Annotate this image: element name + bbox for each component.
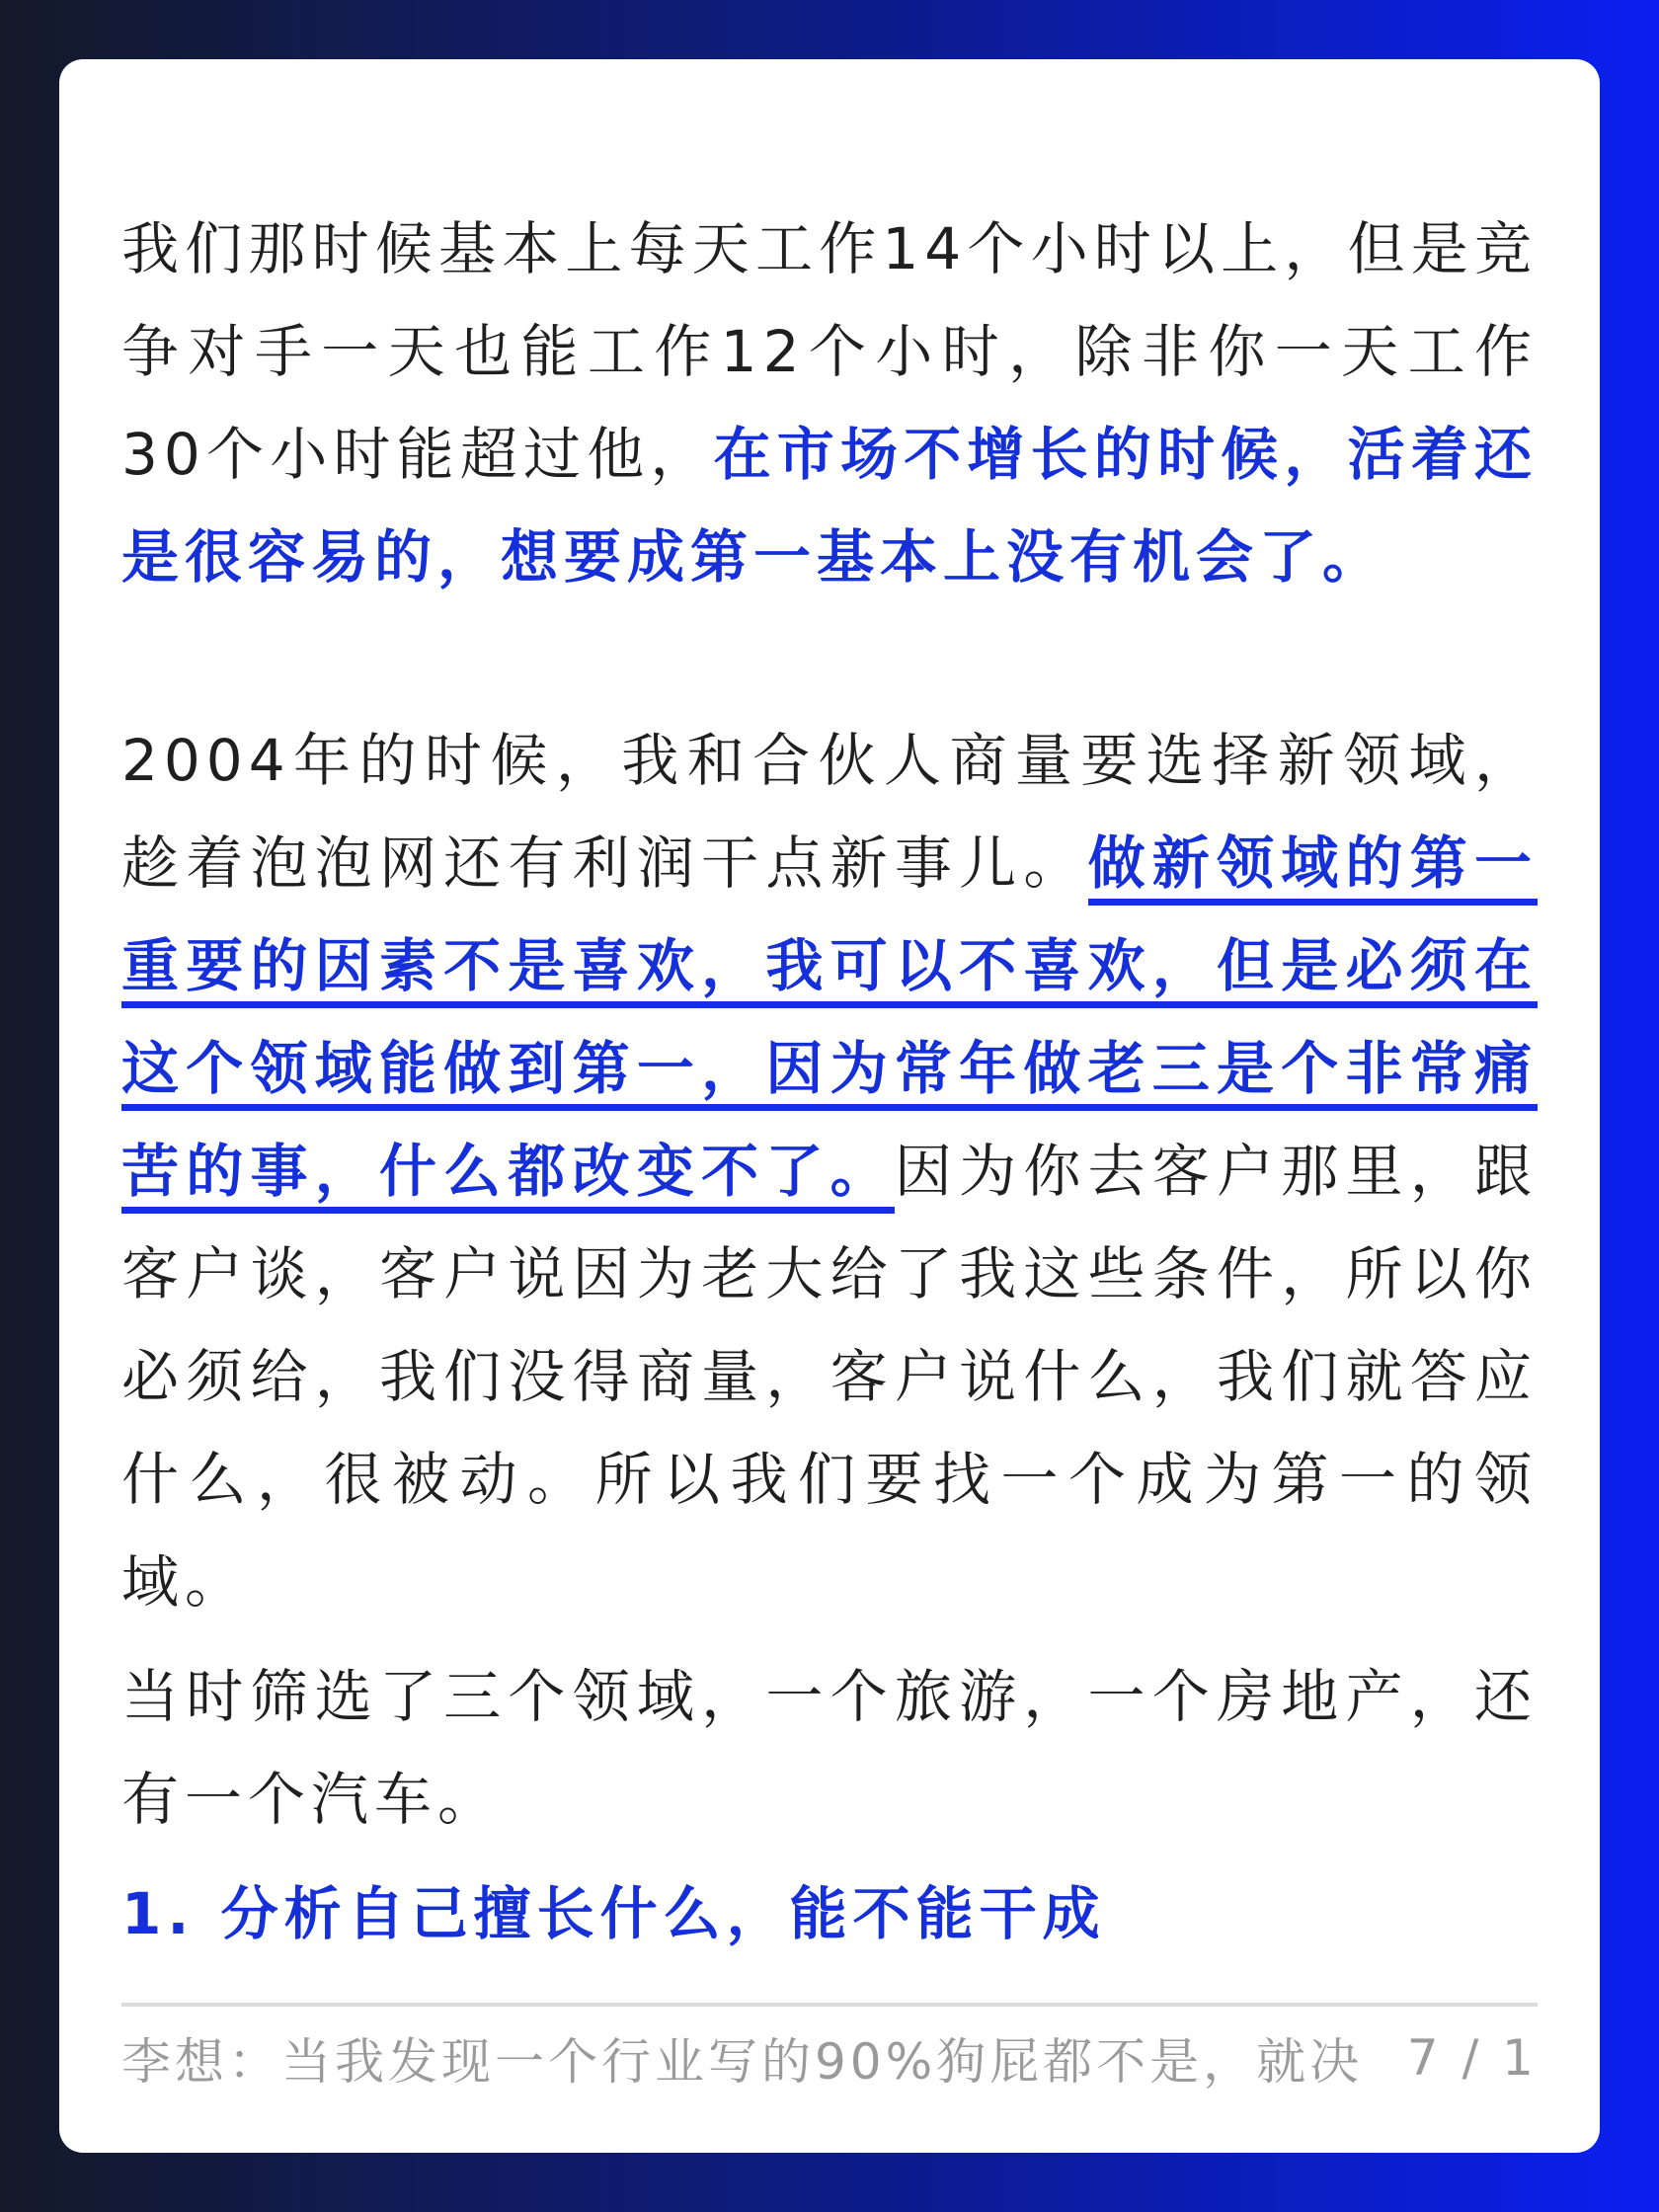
paragraph-2-text-end: 因为你去客户那里，跟客户谈，客户说因为老大给了我这些条件，所以你必须给，我们没得商量，客户说什么，我们就答应什么，很被动。所以我们要找一个成为第一的领域。 bbox=[121, 1138, 1538, 1616]
paragraph-2-underlined-highlight: 做新领域的第一重要的因素不是喜欢，我可以不喜欢，但是必须在这个领域能做到第一，因为常年做老三是个非常痛苦的事，什么都改变不了。 bbox=[121, 830, 1538, 1214]
paragraph-3: 当时筛选了三个领域，一个旅游，一个房地产，还有一个汽车。 bbox=[121, 1663, 1538, 1833]
paragraph-2-text-start: 2004年的时候，我和合伙人商量要选择新领域，趁着泡泡网还有利润干点新事儿。 bbox=[121, 727, 1538, 897]
paragraph-1-text: 我们那时候基本上每天工作14个小时以上，但是竞争对手一天也能工作12个小时，除非你一天工作30个小时能超过他， bbox=[121, 215, 1538, 488]
article-card bbox=[59, 59, 1600, 2153]
page-indicator: 7 / 1 bbox=[1406, 2029, 1538, 2087]
footer-article-title: 李想：当我发现一个行业写的90%狗屁都不是，就决 bbox=[121, 2033, 1364, 2091]
paragraph-1 bbox=[121, 198, 1538, 608]
paragraph-2 bbox=[121, 709, 1538, 1633]
section-subheading: 1. 分析自己擅长什么，能不能干成 bbox=[121, 1880, 1106, 1947]
footer-bar bbox=[121, 2003, 1538, 2094]
article-content bbox=[121, 198, 1538, 2014]
paragraph-1-highlight: 在市场不增长的时候，活着还是很容易的，想要成第一基本上没有机会了。 bbox=[121, 421, 1538, 591]
